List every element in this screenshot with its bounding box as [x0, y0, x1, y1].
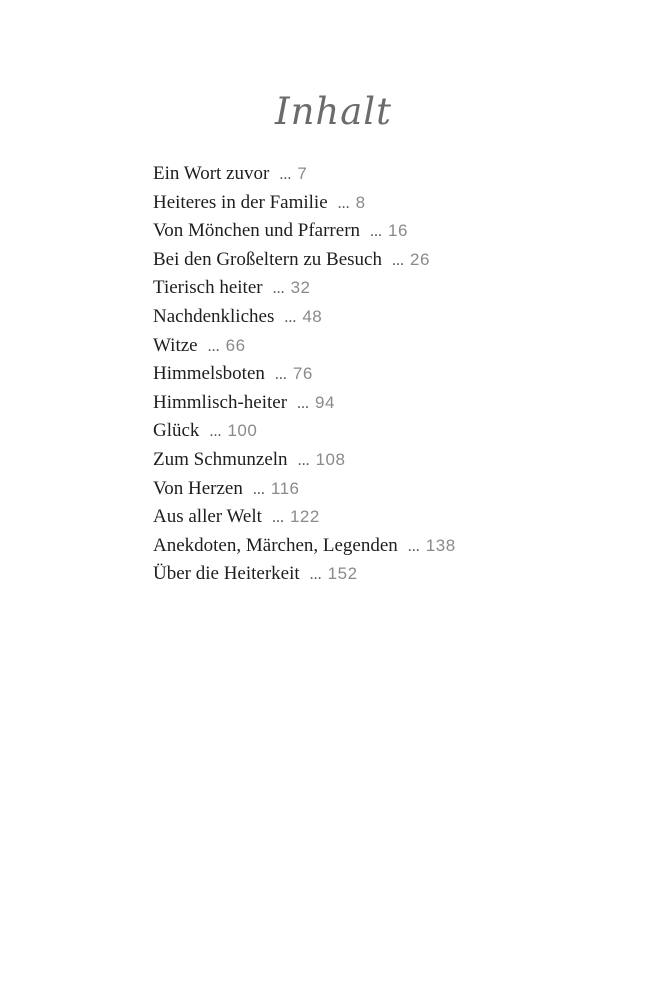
- toc-entry-title: Anekdoten, Märchen, Legenden: [153, 534, 398, 556]
- toc-entry-separator: ...: [391, 251, 404, 269]
- toc-entry-separator: ...: [272, 280, 285, 298]
- toc-entry-separator: ...: [284, 308, 297, 326]
- toc-entry-title: Bei den Großeltern zu Besuch: [153, 248, 382, 270]
- toc-entry-title: Himmlisch-heiter: [153, 391, 288, 413]
- toc-entry-title: Nachdenkliches: [153, 305, 275, 327]
- toc-entry-title: Ein Wort zuvor: [153, 163, 270, 184]
- toc-entry-title: Zum Schmunzeln: [153, 448, 288, 470]
- toc-entry-separator: ...: [407, 537, 420, 555]
- toc-entry-separator: ...: [370, 223, 383, 241]
- toc-entry-page: 122: [289, 507, 320, 527]
- toc-entry-page: 66: [225, 335, 246, 355]
- toc-entry-title: Tierisch heiter: [153, 277, 263, 299]
- toc-entry-page: 76: [292, 364, 313, 384]
- toc-entry: [153, 417, 456, 446]
- toc-entry: [153, 560, 456, 589]
- toc-entry-separator: ...: [297, 451, 310, 469]
- toc-entry: [153, 389, 456, 418]
- toc-entry-page: 26: [409, 249, 430, 269]
- toc-entry-separator: ...: [207, 337, 220, 355]
- toc-entry-page: 8: [355, 192, 366, 212]
- toc-entry: [153, 446, 456, 475]
- toc-entry-page: 94: [315, 392, 335, 412]
- toc-entry-page: 48: [302, 306, 323, 326]
- toc-entry: [153, 160, 456, 189]
- toc-entry: [153, 475, 456, 504]
- toc-entry-page: 100: [227, 421, 258, 441]
- toc-entry: [153, 532, 456, 561]
- toc-entry: [153, 217, 456, 246]
- toc-entry-page: 138: [425, 535, 456, 555]
- toc-entry: [153, 332, 456, 361]
- toc-entry-separator: ...: [279, 166, 292, 183]
- toc-entry-title: Heiteres in der Familie: [153, 191, 328, 213]
- toc-entry-page: 7: [297, 164, 308, 183]
- toc-entry-page: 32: [290, 278, 311, 298]
- toc-entry-title: Glück: [153, 420, 200, 442]
- toc-entry-title: Aus aller Welt: [153, 506, 262, 528]
- toc-entry: [153, 303, 456, 332]
- toc-entry-page: 152: [327, 564, 358, 584]
- toc-entry-title: Von Mönchen und Pfarrern: [153, 220, 361, 242]
- toc-entry-page: 108: [315, 449, 346, 469]
- toc-entry-separator: ...: [309, 566, 322, 584]
- toc-entry-title: Über die Heiterkeit: [153, 563, 300, 585]
- toc-entry-separator: ...: [252, 480, 265, 498]
- toc-entry-separator: ...: [271, 509, 284, 527]
- toc-entry-separator: ...: [297, 394, 310, 412]
- toc-heading: Inhalt: [274, 90, 393, 133]
- toc-entry-separator: ...: [209, 423, 222, 441]
- toc-entry-separator: ...: [337, 194, 350, 212]
- toc-entry: [153, 246, 456, 275]
- toc-entry-page: 116: [270, 478, 300, 498]
- toc-entry-title: Witze: [153, 334, 198, 356]
- toc-entry-title: Himmelsboten: [153, 363, 265, 385]
- table-of-contents: [153, 160, 456, 589]
- toc-entry: [153, 274, 456, 303]
- toc-entry: [153, 503, 456, 532]
- toc-entry-title: Von Herzen: [153, 477, 243, 499]
- toc-entry-page: 16: [388, 221, 408, 241]
- toc-entry: [153, 360, 456, 389]
- toc-entry: [153, 189, 456, 218]
- toc-entry-separator: ...: [274, 366, 287, 384]
